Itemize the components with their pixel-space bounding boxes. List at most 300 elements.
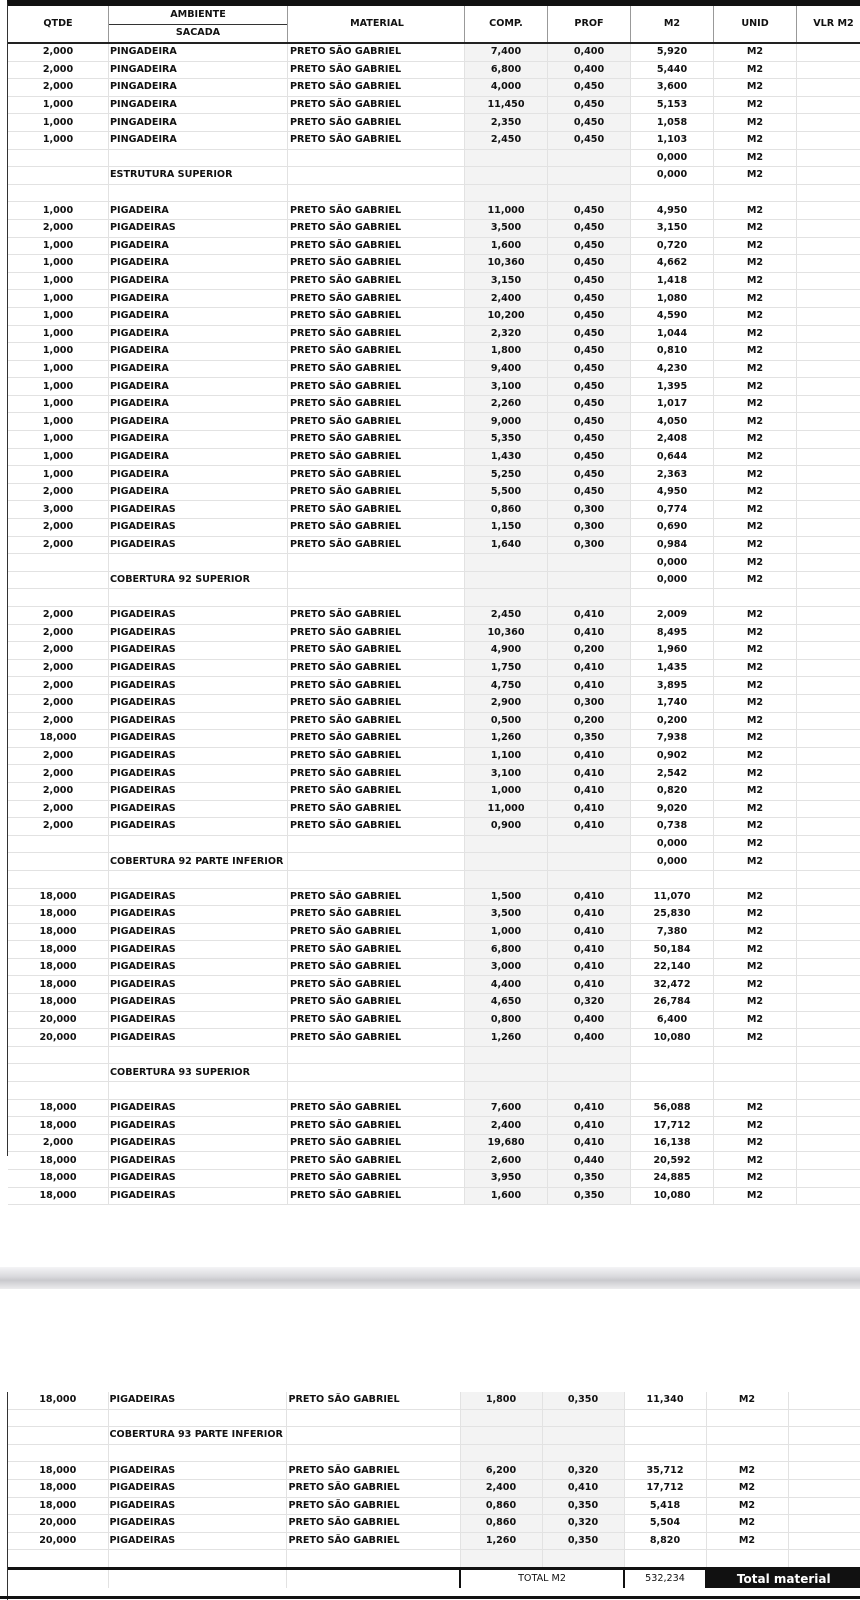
table-row [8, 994, 860, 1012]
header-unid: UNID [714, 6, 797, 43]
table-row [8, 1064, 860, 1082]
ambiente-cell: PIGADEIRAS [109, 818, 288, 836]
comp-cell: 1,000 [465, 923, 548, 941]
material-cell: PRETO SÃO GABRIEL [288, 114, 465, 132]
ambiente-cell [109, 554, 288, 572]
comp-cell: 7,400 [465, 43, 548, 61]
vlr-m2-cell [797, 519, 860, 537]
qtde-cell: 18,000 [8, 958, 109, 976]
prof-cell: 0,450 [548, 237, 631, 255]
material-cell [288, 853, 465, 871]
ambiente-cell: PIGADEIRAS [108, 1532, 286, 1550]
ambiente-cell: COBERTURA 93 PARTE INFERIOR [108, 1427, 286, 1445]
unid-cell: M2 [714, 782, 797, 800]
m2-cell: 1,044 [631, 325, 714, 343]
unid-cell [706, 1444, 788, 1462]
qtde-cell: 18,000 [8, 1099, 109, 1117]
material-cell: PRETO SÃO GABRIEL [288, 818, 465, 836]
qtde-cell: 1,000 [8, 237, 109, 255]
m2-cell: 0,984 [631, 536, 714, 554]
vlr-m2-cell [788, 1497, 860, 1515]
table-row [8, 765, 860, 783]
vlr-m2-cell [797, 343, 860, 361]
prof-cell [548, 853, 631, 871]
vlr-m2-cell [797, 184, 860, 202]
m2-cell: 5,504 [624, 1515, 706, 1533]
unid-cell [714, 1064, 797, 1082]
vlr-m2-cell [797, 782, 860, 800]
material-cell: PRETO SÃO GABRIEL [288, 395, 465, 413]
table-row [8, 958, 860, 976]
ambiente-cell: PIGADEIRAS [109, 1187, 288, 1205]
m2-cell: 10,080 [631, 1029, 714, 1047]
table-row [8, 43, 860, 61]
vlr-m2-cell [788, 1532, 860, 1550]
qtde-cell: 20,000 [8, 1011, 109, 1029]
material-cell [288, 589, 465, 607]
prof-cell: 0,450 [548, 219, 631, 237]
vlr-m2-cell [788, 1479, 860, 1497]
unid-cell [714, 1046, 797, 1064]
vlr-m2-cell [797, 43, 860, 61]
ambiente-cell [109, 1082, 288, 1100]
material-cell: PRETO SÃO GABRIEL [288, 255, 465, 273]
material-cell: PRETO SÃO GABRIEL [288, 378, 465, 396]
total-empty-cell [108, 1568, 286, 1588]
comp-cell: 1,800 [465, 343, 548, 361]
prof-cell: 0,350 [548, 730, 631, 748]
unid-cell: M2 [714, 677, 797, 695]
prof-cell: 0,410 [548, 1134, 631, 1152]
unid-cell: M2 [714, 571, 797, 589]
ambiente-cell: PIGADEIRAS [109, 958, 288, 976]
material-cell: PRETO SÃO GABRIEL [288, 677, 465, 695]
material-cell [286, 1409, 460, 1427]
m2-cell: 2,408 [631, 431, 714, 449]
table-row [8, 255, 860, 273]
ambiente-cell [109, 184, 288, 202]
qtde-cell: 20,000 [8, 1515, 108, 1533]
table-row [8, 395, 860, 413]
m2-cell: 2,363 [631, 466, 714, 484]
m2-cell: 1,740 [631, 694, 714, 712]
vlr-m2-cell [797, 642, 860, 660]
table-row [8, 1082, 860, 1100]
m2-cell: 20,592 [631, 1152, 714, 1170]
prof-cell [548, 1082, 631, 1100]
unid-cell [706, 1550, 788, 1569]
quote-table [8, 6, 860, 1205]
ambiente-cell: PIGADEIRAS [109, 923, 288, 941]
vlr-m2-cell [797, 96, 860, 114]
vlr-m2-cell [797, 624, 860, 642]
prof-cell: 0,400 [548, 1029, 631, 1047]
material-cell [288, 870, 465, 888]
vlr-m2-cell [788, 1392, 860, 1409]
m2-cell: 22,140 [631, 958, 714, 976]
comp-cell: 3,500 [465, 906, 548, 924]
material-cell: PRETO SÃO GABRIEL [288, 624, 465, 642]
material-cell [288, 835, 465, 853]
m2-cell: 5,418 [624, 1497, 706, 1515]
m2-cell: 0,000 [631, 571, 714, 589]
table-row [8, 571, 860, 589]
prof-cell: 0,200 [548, 642, 631, 660]
comp-cell: 19,680 [465, 1134, 548, 1152]
material-cell: PRETO SÃO GABRIEL [288, 290, 465, 308]
m2-cell [631, 870, 714, 888]
table-row [8, 642, 860, 660]
comp-cell: 2,350 [465, 114, 548, 132]
comp-cell: 7,600 [465, 1099, 548, 1117]
unid-cell: M2 [714, 43, 797, 61]
m2-cell: 4,590 [631, 307, 714, 325]
material-cell: PRETO SÃO GABRIEL [288, 923, 465, 941]
material-cell: PRETO SÃO GABRIEL [288, 782, 465, 800]
comp-cell [465, 853, 548, 871]
unid-cell: M2 [714, 466, 797, 484]
table-row [8, 1550, 860, 1569]
qtde-cell: 2,000 [8, 624, 109, 642]
comp-cell [460, 1427, 542, 1445]
comp-cell: 1,260 [465, 730, 548, 748]
prof-cell: 0,450 [548, 378, 631, 396]
unid-cell: M2 [706, 1532, 788, 1550]
vlr-m2-cell [797, 818, 860, 836]
ambiente-cell: PIGADEIRA [109, 325, 288, 343]
qtde-cell: 1,000 [8, 290, 109, 308]
prof-cell [548, 184, 631, 202]
material-cell: PRETO SÃO GABRIEL [288, 1152, 465, 1170]
comp-cell [465, 1046, 548, 1064]
material-cell: PRETO SÃO GABRIEL [288, 237, 465, 255]
table-row [8, 501, 860, 519]
unid-cell: M2 [706, 1497, 788, 1515]
vlr-m2-cell [797, 448, 860, 466]
comp-cell: 5,250 [465, 466, 548, 484]
material-cell: PRETO SÃO GABRIEL [286, 1515, 460, 1533]
comp-cell: 3,000 [465, 958, 548, 976]
table-row [8, 589, 860, 607]
prof-cell: 0,410 [548, 1117, 631, 1135]
prof-cell [548, 835, 631, 853]
vlr-m2-cell [797, 272, 860, 290]
comp-cell: 1,600 [465, 1187, 548, 1205]
comp-cell: 10,200 [465, 307, 548, 325]
comp-cell: 1,750 [465, 659, 548, 677]
comp-cell [465, 835, 548, 853]
material-cell: PRETO SÃO GABRIEL [288, 941, 465, 959]
prof-cell: 0,450 [548, 96, 631, 114]
material-cell: PRETO SÃO GABRIEL [288, 519, 465, 537]
comp-cell [465, 554, 548, 572]
vlr-m2-cell [797, 1082, 860, 1100]
vlr-m2-cell [797, 906, 860, 924]
m2-cell: 0,000 [631, 149, 714, 167]
material-cell: PRETO SÃO GABRIEL [288, 1099, 465, 1117]
vlr-m2-cell [797, 870, 860, 888]
ambiente-cell: PIGADEIRA [109, 307, 288, 325]
m2-cell: 0,000 [631, 853, 714, 871]
material-cell: PRETO SÃO GABRIEL [288, 219, 465, 237]
qtde-cell: 18,000 [8, 1117, 109, 1135]
header-sacada-label: SACADA [175, 27, 221, 39]
header-material: MATERIAL [288, 6, 465, 43]
qtde-cell [8, 1064, 109, 1082]
m2-cell: 1,960 [631, 642, 714, 660]
qtde-cell [8, 1444, 108, 1462]
m2-cell: 11,070 [631, 888, 714, 906]
total-m2-label: TOTAL M2 [460, 1568, 624, 1588]
prof-cell [548, 1064, 631, 1082]
ambiente-cell: PIGADEIRAS [108, 1479, 286, 1497]
table-row [8, 360, 860, 378]
m2-cell [631, 1082, 714, 1100]
ambiente-cell: PIGADEIRAS [109, 712, 288, 730]
table-row [8, 730, 860, 748]
unid-cell: M2 [714, 448, 797, 466]
prof-cell [548, 167, 631, 185]
qtde-cell: 1,000 [8, 448, 109, 466]
table-row [8, 79, 860, 97]
comp-cell [465, 571, 548, 589]
qtde-cell: 2,000 [8, 712, 109, 730]
qtde-cell: 2,000 [8, 694, 109, 712]
prof-cell: 0,450 [548, 307, 631, 325]
bottom-border [0, 1596, 860, 1599]
header-ambiente [109, 6, 288, 43]
qtde-cell: 2,000 [8, 818, 109, 836]
comp-cell [460, 1444, 542, 1462]
unid-cell: M2 [714, 1029, 797, 1047]
prof-cell [542, 1444, 624, 1462]
ambiente-cell: PIGADEIRA [109, 237, 288, 255]
prof-cell: 0,410 [548, 677, 631, 695]
ambiente-cell: PIGADEIRAS [109, 1029, 288, 1047]
vlr-m2-cell [797, 1187, 860, 1205]
comp-cell: 1,500 [465, 888, 548, 906]
ambiente-cell: PIGADEIRAS [109, 765, 288, 783]
m2-cell: 0,644 [631, 448, 714, 466]
comp-cell: 0,860 [460, 1497, 542, 1515]
qtde-cell: 20,000 [8, 1532, 108, 1550]
ambiente-cell: PIGADEIRAS [109, 219, 288, 237]
unid-cell: M2 [706, 1462, 788, 1480]
m2-cell: 0,000 [631, 554, 714, 572]
total-empty-cell [286, 1568, 460, 1588]
ambiente-cell: PIGADEIRA [109, 431, 288, 449]
vlr-m2-cell [797, 712, 860, 730]
comp-cell: 9,000 [465, 413, 548, 431]
comp-cell: 4,900 [465, 642, 548, 660]
prof-cell [548, 571, 631, 589]
unid-cell: M2 [714, 536, 797, 554]
table-row [8, 378, 860, 396]
material-cell: PRETO SÃO GABRIEL [288, 431, 465, 449]
ambiente-cell: PIGADEIRA [109, 255, 288, 273]
ambiente-cell: PIGADEIRA [109, 290, 288, 308]
qtde-cell [8, 554, 109, 572]
m2-cell: 4,050 [631, 413, 714, 431]
prof-cell: 0,410 [548, 906, 631, 924]
material-cell: PRETO SÃO GABRIEL [288, 1011, 465, 1029]
unid-cell: M2 [714, 202, 797, 220]
qtde-cell: 2,000 [8, 607, 109, 625]
ambiente-cell: PIGADEIRA [109, 343, 288, 361]
ambiente-cell: PIGADEIRAS [109, 1170, 288, 1188]
qtde-cell [8, 835, 109, 853]
m2-cell: 0,774 [631, 501, 714, 519]
ambiente-cell: PIGADEIRAS [109, 659, 288, 677]
comp-cell: 2,600 [465, 1152, 548, 1170]
qtde-cell: 1,000 [8, 343, 109, 361]
ambiente-cell: PIGADEIRA [109, 272, 288, 290]
vlr-m2-cell [797, 290, 860, 308]
m2-cell: 17,712 [631, 1117, 714, 1135]
vlr-m2-cell [797, 835, 860, 853]
prof-cell: 0,450 [548, 114, 631, 132]
ambiente-cell: PINGADEIRA [109, 79, 288, 97]
table-row [8, 818, 860, 836]
unid-cell: M2 [714, 642, 797, 660]
ambiente-cell: PIGADEIRA [109, 202, 288, 220]
qtde-cell: 2,000 [8, 642, 109, 660]
unid-cell: M2 [714, 1011, 797, 1029]
m2-cell: 2,009 [631, 607, 714, 625]
comp-cell: 3,100 [465, 378, 548, 396]
qtde-cell: 2,000 [8, 536, 109, 554]
ambiente-cell: PIGADEIRA [109, 378, 288, 396]
vlr-m2-cell [797, 1170, 860, 1188]
m2-cell: 0,690 [631, 519, 714, 537]
material-cell [288, 1064, 465, 1082]
ambiente-cell [109, 149, 288, 167]
table-row [8, 1170, 860, 1188]
vlr-m2-cell [797, 800, 860, 818]
qtde-cell: 1,000 [8, 325, 109, 343]
qtde-cell: 18,000 [8, 1479, 108, 1497]
m2-cell [624, 1427, 706, 1445]
unid-cell: M2 [714, 378, 797, 396]
material-cell [288, 1046, 465, 1064]
m2-cell: 0,810 [631, 343, 714, 361]
comp-cell: 0,900 [465, 818, 548, 836]
material-cell: PRETO SÃO GABRIEL [288, 1170, 465, 1188]
unid-cell: M2 [714, 994, 797, 1012]
comp-cell [465, 870, 548, 888]
vlr-m2-cell [797, 202, 860, 220]
spreadsheet-page-2 [7, 1392, 860, 1600]
prof-cell: 0,450 [548, 483, 631, 501]
table-row [8, 1392, 860, 1409]
qtde-cell: 1,000 [8, 431, 109, 449]
unid-cell: M2 [714, 149, 797, 167]
qtde-cell: 18,000 [8, 976, 109, 994]
qtde-cell [8, 167, 109, 185]
ambiente-cell: PIGADEIRAS [108, 1497, 286, 1515]
table-row [8, 624, 860, 642]
unid-cell [706, 1427, 788, 1445]
material-cell [286, 1444, 460, 1462]
m2-cell: 50,184 [631, 941, 714, 959]
ambiente-cell: PIGADEIRAS [109, 1011, 288, 1029]
comp-cell: 1,260 [465, 1029, 548, 1047]
prof-cell: 0,410 [548, 958, 631, 976]
comp-cell: 1,600 [465, 237, 548, 255]
ambiente-cell: PIGADEIRAS [109, 536, 288, 554]
qtde-cell: 18,000 [8, 1187, 109, 1205]
comp-cell [465, 184, 548, 202]
material-cell: PRETO SÃO GABRIEL [288, 747, 465, 765]
prof-cell: 0,450 [548, 395, 631, 413]
m2-cell: 1,017 [631, 395, 714, 413]
table-row [8, 114, 860, 132]
unid-cell: M2 [714, 976, 797, 994]
prof-cell: 0,440 [548, 1152, 631, 1170]
prof-cell: 0,410 [548, 659, 631, 677]
comp-cell [465, 167, 548, 185]
table-row [8, 96, 860, 114]
prof-cell: 0,320 [542, 1515, 624, 1533]
qtde-cell: 2,000 [8, 1134, 109, 1152]
table-row [8, 923, 860, 941]
comp-cell: 0,500 [465, 712, 548, 730]
prof-cell [542, 1550, 624, 1569]
table-row [8, 131, 860, 149]
ambiente-cell: PINGADEIRA [109, 61, 288, 79]
prof-cell: 0,350 [548, 1187, 631, 1205]
material-cell [288, 184, 465, 202]
prof-cell: 0,450 [548, 79, 631, 97]
unid-cell: M2 [714, 765, 797, 783]
m2-cell: 17,712 [624, 1479, 706, 1497]
unid-cell: M2 [714, 624, 797, 642]
comp-cell: 3,500 [465, 219, 548, 237]
comp-cell: 1,430 [465, 448, 548, 466]
m2-cell: 2,542 [631, 765, 714, 783]
m2-cell: 24,885 [631, 1170, 714, 1188]
m2-cell: 4,230 [631, 360, 714, 378]
comp-cell: 0,800 [465, 1011, 548, 1029]
prof-cell [548, 149, 631, 167]
table-row [8, 448, 860, 466]
header-row [8, 6, 860, 43]
vlr-m2-cell [797, 853, 860, 871]
material-cell [288, 554, 465, 572]
qtde-cell: 2,000 [8, 219, 109, 237]
m2-cell: 1,418 [631, 272, 714, 290]
prof-cell: 0,350 [542, 1532, 624, 1550]
table-row [8, 712, 860, 730]
ambiente-cell: COBERTURA 93 SUPERIOR [109, 1064, 288, 1082]
unid-cell: M2 [714, 659, 797, 677]
vlr-m2-cell [797, 941, 860, 959]
m2-cell: 3,895 [631, 677, 714, 695]
unid-cell [714, 184, 797, 202]
ambiente-cell: PIGADEIRA [109, 413, 288, 431]
table-row [8, 1134, 860, 1152]
comp-cell: 3,150 [465, 272, 548, 290]
qtde-cell: 18,000 [8, 941, 109, 959]
ambiente-cell: PIGADEIRAS [109, 782, 288, 800]
comp-cell: 6,800 [465, 941, 548, 959]
vlr-m2-cell [797, 131, 860, 149]
material-cell: PRETO SÃO GABRIEL [288, 448, 465, 466]
prof-cell: 0,410 [548, 888, 631, 906]
unid-cell: M2 [714, 747, 797, 765]
material-cell: PRETO SÃO GABRIEL [288, 343, 465, 361]
comp-cell: 1,150 [465, 519, 548, 537]
